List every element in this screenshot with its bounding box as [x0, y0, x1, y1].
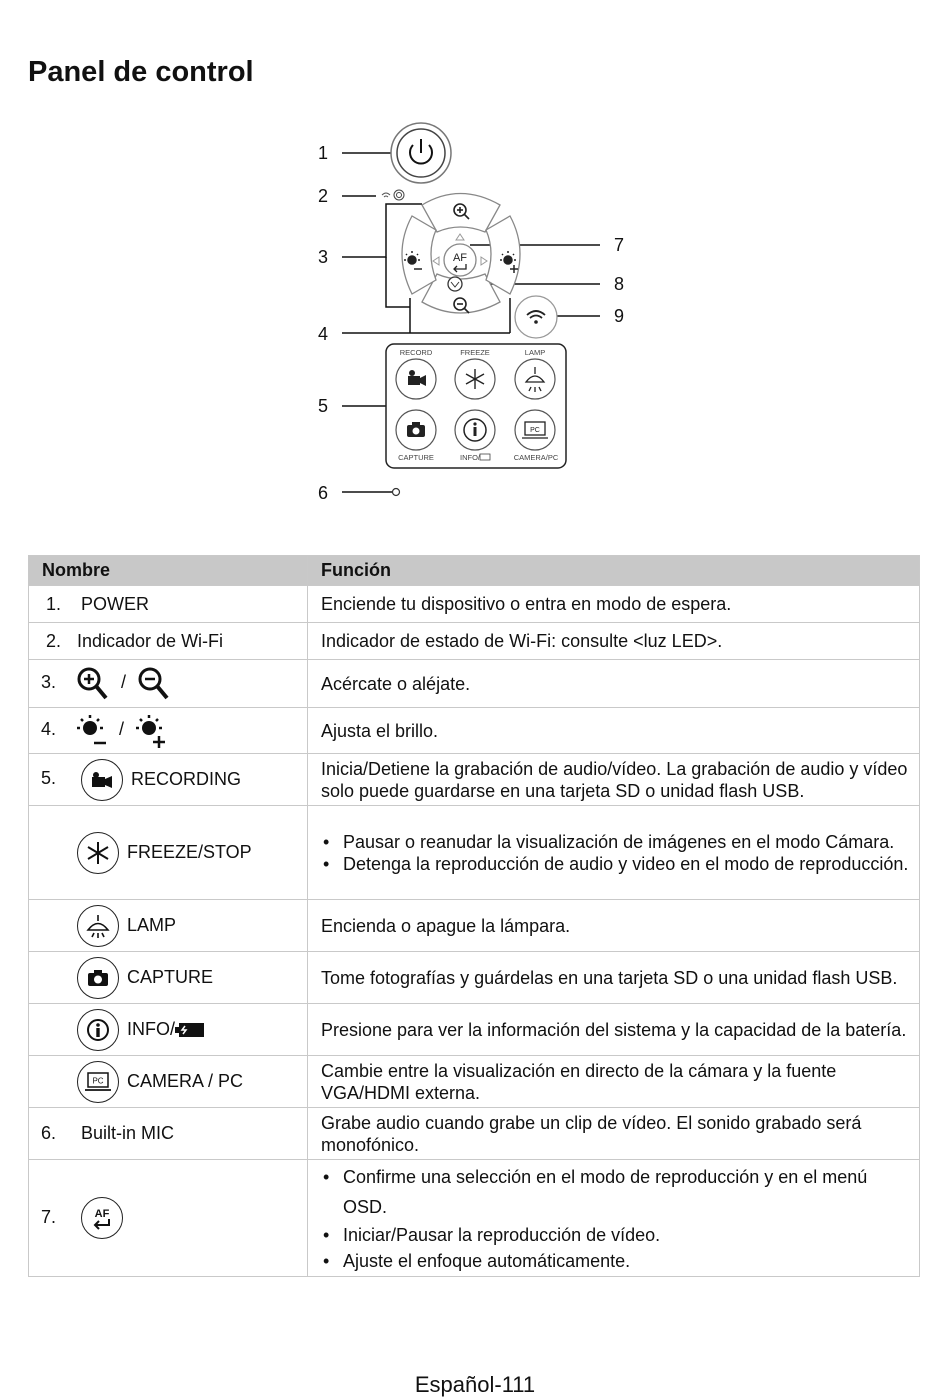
function-table — [28, 555, 920, 1277]
callout-6: 6 — [318, 483, 329, 503]
table-row — [29, 623, 920, 660]
table-row — [29, 1056, 920, 1108]
row-number: 4. — [41, 719, 57, 740]
svg-text:AF: AF — [94, 1208, 110, 1220]
camera-pc-label: CAMERA/PC — [513, 453, 559, 462]
callout-1: 1 — [318, 143, 329, 163]
callout-5: 5 — [318, 396, 329, 416]
row-number: 6. — [41, 1123, 57, 1143]
row-function: Tome fotografías y guárdelas en una tarjeta SD o una unidad flash USB. — [308, 952, 920, 1004]
record-icon — [81, 759, 123, 801]
svg-text:AF: AF — [452, 252, 468, 264]
brightness-up-icon — [135, 714, 167, 748]
row-name: CAMERA / PC — [127, 1070, 244, 1091]
function-bullets — [321, 831, 909, 875]
table-row — [29, 1160, 920, 1277]
table-row — [29, 754, 920, 806]
af-enter-icon — [81, 1197, 123, 1239]
row-name: POWER — [81, 593, 150, 614]
list-item: • Ajuste el enfoque automáticamente. — [343, 1248, 909, 1274]
header-name: Nombre — [29, 556, 308, 586]
separator: / — [119, 719, 125, 740]
page-title: Panel de control — [28, 56, 254, 88]
svg-text:PC: PC — [92, 1076, 104, 1085]
list-item: • Iniciar/Pausar la reproducción de vídeo. — [343, 1222, 909, 1248]
list-item: • Pausar o reanudar la visualización de imágenes en el modo Cámara. — [343, 831, 909, 853]
separator: / — [121, 672, 127, 693]
row-name: Indicador de Wi-Fi — [77, 630, 224, 651]
capture-label: CAPTURE — [398, 453, 434, 462]
row-number: 2. — [46, 630, 62, 651]
record-label: RECORD — [399, 348, 433, 357]
list-item: • Confirme una selección en el modo de reproducción y en el menú OSD. — [343, 1162, 909, 1222]
row-function: Acércate o aléjate. — [308, 660, 920, 708]
table-row — [29, 586, 920, 623]
row-function: Presione para ver la información del sistema y la capacidad de la batería. — [308, 1004, 920, 1056]
battery-icon — [175, 1022, 205, 1038]
row-function: Encienda o apague la lámpara. — [308, 900, 920, 952]
info-icon — [77, 1009, 119, 1051]
brightness-down-icon — [76, 714, 108, 748]
power-icon — [391, 123, 451, 183]
row-name: Built-in MIC — [81, 1123, 175, 1143]
callout-8: 8 — [614, 274, 625, 294]
row-number: 5. — [41, 768, 57, 789]
row-function: Cambie entre la visualización en directo de la cámara y la fuente VGA/HDMI externa. — [308, 1056, 920, 1108]
zoom-out-icon — [137, 666, 171, 702]
row-function: Inicia/Detiene la grabación de audio/vídeo. La grabación de audio y vídeo solo puede guardarse en una tarjeta SD o unidad flash USB. — [308, 754, 920, 806]
freeze-icon — [77, 832, 119, 874]
row-number: 7. — [41, 1206, 57, 1227]
table-row — [29, 952, 920, 1004]
page-footer: Español-111 — [414, 1372, 536, 1397]
row-name: INFO/ — [127, 1018, 175, 1039]
callout-3: 3 — [318, 247, 329, 267]
callout-7: 7 — [614, 235, 625, 255]
callout-2: 2 — [318, 186, 329, 206]
table-row — [29, 708, 920, 754]
table-row — [29, 1108, 920, 1160]
header-function: Función — [308, 556, 920, 586]
wifi-button-icon — [515, 296, 557, 338]
callout-4: 4 — [318, 324, 329, 344]
zoom-in-icon — [76, 666, 110, 702]
freeze-label: FREEZE — [460, 348, 490, 357]
af-enter-icon — [444, 244, 476, 276]
row-function: Indicador de estado de Wi-Fi: consulte <luz LED>. — [308, 623, 920, 660]
row-function: Grabe audio cuando grabe un clip de vídeo. El sonido grabado será monofónico. — [308, 1108, 920, 1160]
svg-text:PC: PC — [530, 427, 540, 434]
table-row — [29, 1004, 920, 1056]
camera-icon — [77, 957, 119, 999]
row-name: RECORDING — [131, 768, 242, 789]
table-header-row — [29, 556, 920, 586]
row-number: 1. — [46, 593, 62, 614]
callout-9: 9 — [614, 306, 625, 326]
mic-icon — [393, 489, 400, 496]
row-function: Ajusta el brillo. — [308, 708, 920, 754]
row-number: 3. — [41, 672, 57, 693]
wifi-indicator-icon — [382, 190, 404, 200]
row-name: FREEZE/STOP — [127, 841, 252, 862]
lamp-label: LAMP — [524, 348, 546, 357]
row-name: LAMP — [127, 914, 177, 935]
status-led-icon — [448, 277, 462, 291]
row-name: CAPTURE — [127, 966, 214, 987]
row-function: Enciende tu dispositivo o entra en modo de espera. — [308, 586, 920, 623]
pc-icon — [77, 1061, 119, 1103]
list-item: • Detenga la reproducción de audio y video en el modo de reproducción. — [343, 853, 909, 875]
info-label: INFO/ — [460, 453, 480, 462]
table-row — [29, 806, 920, 900]
lamp-icon — [77, 905, 119, 947]
control-panel-diagram — [300, 112, 660, 512]
function-bullets — [321, 1162, 909, 1274]
table-row — [29, 660, 920, 708]
table-row — [29, 900, 920, 952]
